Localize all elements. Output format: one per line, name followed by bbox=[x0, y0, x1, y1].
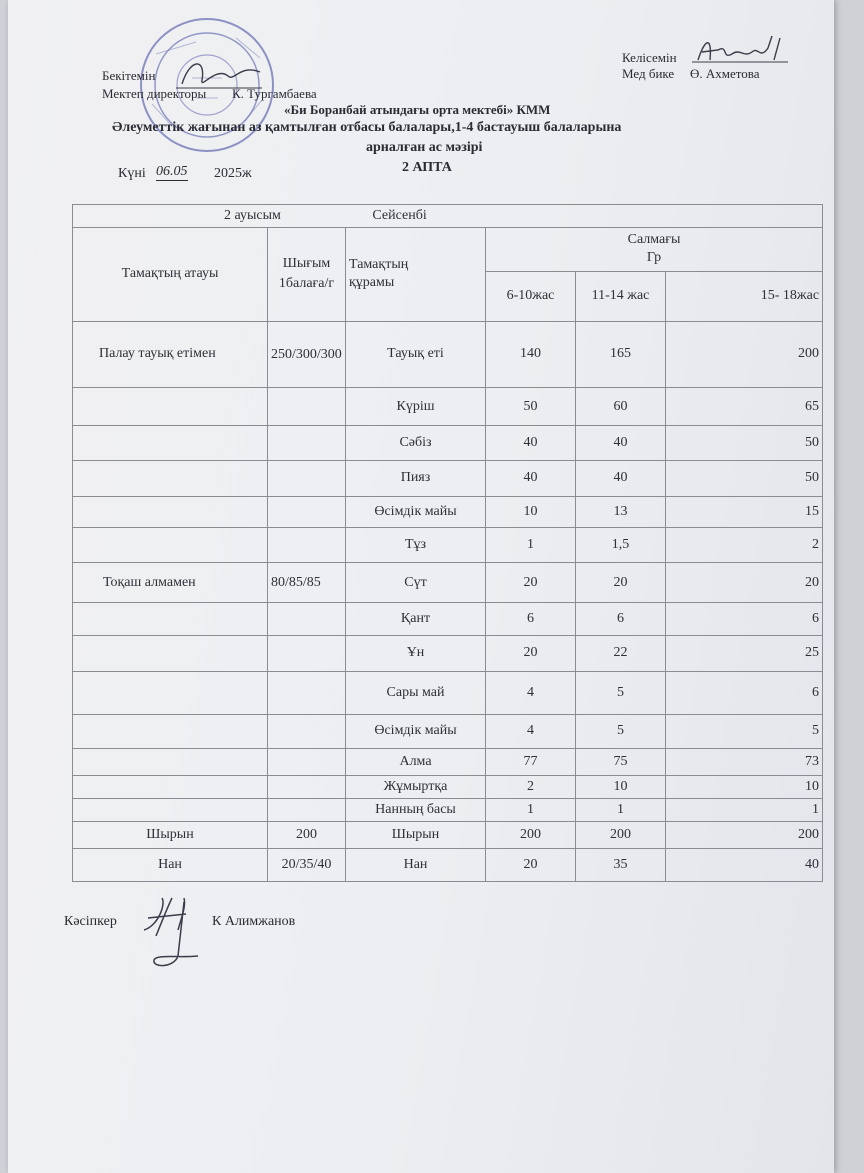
age-group-6-10: 6-10жас bbox=[486, 271, 576, 321]
col-header-composition-2: құрамы bbox=[349, 275, 395, 291]
dish-cell bbox=[73, 425, 268, 460]
table-row bbox=[73, 671, 823, 715]
dish-cell bbox=[73, 461, 268, 496]
table-row bbox=[73, 715, 823, 748]
weight-15-18-cell: 1 bbox=[666, 798, 823, 821]
approve-left-label: Бекітемін bbox=[102, 68, 156, 83]
table-row bbox=[73, 388, 823, 425]
yield-cell bbox=[268, 527, 346, 562]
yield-cell bbox=[268, 496, 346, 527]
table-row bbox=[73, 748, 823, 775]
dish-cell bbox=[73, 798, 268, 821]
header-row-1 bbox=[73, 227, 823, 271]
approve-left-name: К. Тургамбаева bbox=[232, 86, 317, 101]
ingredient-cell: Ұн bbox=[346, 636, 486, 671]
nurse-signature bbox=[688, 34, 798, 66]
dish-cell: Тоқаш алмамен bbox=[73, 563, 268, 603]
weight-15-18-cell: 10 bbox=[666, 775, 823, 798]
weight-11-14-cell: 200 bbox=[576, 821, 666, 848]
day-label: Сейсенбі bbox=[372, 207, 427, 223]
ingredient-cell: Өсімдік майы bbox=[346, 715, 486, 748]
weight-15-18-cell: 2 bbox=[666, 527, 823, 562]
weight-15-18-cell: 25 bbox=[666, 636, 823, 671]
weight-6-10-cell: 20 bbox=[486, 848, 576, 881]
ingredient-cell: Сүт bbox=[346, 563, 486, 603]
table-row bbox=[73, 461, 823, 496]
weight-11-14-cell: 60 bbox=[576, 388, 666, 425]
weight-15-18-cell: 15 bbox=[666, 496, 823, 527]
weight-11-14-cell: 40 bbox=[576, 425, 666, 460]
ingredient-cell: Нан bbox=[346, 848, 486, 881]
table-row bbox=[73, 821, 823, 848]
col-header-weight-1: Салмағы bbox=[627, 232, 681, 248]
weight-15-18-cell: 6 bbox=[666, 602, 823, 635]
approve-right-name: Ө. Ахметова bbox=[690, 66, 760, 81]
col-header-yield bbox=[268, 227, 346, 321]
yield-cell: 80/85/85 bbox=[268, 563, 346, 603]
weight-6-10-cell: 77 bbox=[486, 748, 576, 775]
table-row bbox=[73, 496, 823, 527]
weight-11-14-cell: 5 bbox=[576, 715, 666, 748]
yield-cell: 200 bbox=[268, 821, 346, 848]
table-row bbox=[73, 321, 823, 388]
date-suffix: 2025ж bbox=[214, 166, 252, 181]
weight-6-10-cell: 1 bbox=[486, 527, 576, 562]
age-group-11-14: 11-14 жас bbox=[576, 271, 666, 321]
yield-cell bbox=[268, 798, 346, 821]
dish-cell bbox=[73, 527, 268, 562]
table-row bbox=[73, 798, 823, 821]
document-sheet bbox=[8, 0, 834, 1173]
shift-day-cell bbox=[73, 205, 823, 228]
weight-6-10-cell: 4 bbox=[486, 715, 576, 748]
school-name: «Би Боранбай атындағы орта мектебі» КММ bbox=[284, 102, 551, 117]
weight-11-14-cell: 6 bbox=[576, 602, 666, 635]
weight-11-14-cell: 5 bbox=[576, 671, 666, 715]
yield-cell bbox=[268, 388, 346, 425]
weight-11-14-cell: 1 bbox=[576, 798, 666, 821]
col-header-composition bbox=[346, 227, 486, 321]
age-group-15-18: 15- 18жас bbox=[666, 271, 823, 321]
entrepreneur-name: К Алимжанов bbox=[212, 914, 296, 929]
weight-11-14-cell: 75 bbox=[576, 748, 666, 775]
yield-cell bbox=[268, 715, 346, 748]
weight-15-18-cell: 65 bbox=[666, 388, 823, 425]
yield-cell bbox=[268, 425, 346, 460]
table-row bbox=[73, 563, 823, 603]
dish-cell: Палау тауық етімен bbox=[73, 321, 268, 388]
table-row bbox=[73, 527, 823, 562]
menu-table bbox=[72, 204, 823, 882]
date-value: 06.05 bbox=[156, 164, 188, 179]
yield-cell bbox=[268, 748, 346, 775]
ingredient-cell: Күріш bbox=[346, 388, 486, 425]
table-row bbox=[73, 636, 823, 671]
week-label: 2 АПТА bbox=[402, 160, 452, 175]
ingredient-cell: Пияз bbox=[346, 461, 486, 496]
dish-cell bbox=[73, 636, 268, 671]
col-header-name: Тамақтың атауы bbox=[73, 227, 268, 321]
shift-label: 2 ауысым bbox=[224, 207, 281, 223]
weight-6-10-cell: 50 bbox=[486, 388, 576, 425]
yield-cell bbox=[268, 671, 346, 715]
table-row bbox=[73, 425, 823, 460]
ingredient-cell: Қант bbox=[346, 602, 486, 635]
weight-15-18-cell: 20 bbox=[666, 563, 823, 603]
ingredient-cell: Сары май bbox=[346, 671, 486, 715]
entrepreneur-label: Кәсіпкер bbox=[64, 914, 117, 929]
weight-11-14-cell: 20 bbox=[576, 563, 666, 603]
ingredient-cell: Тұз bbox=[346, 527, 486, 562]
entrepreneur-signature bbox=[138, 896, 208, 970]
ingredient-cell: Нанның басы bbox=[346, 798, 486, 821]
weight-15-18-cell: 200 bbox=[666, 821, 823, 848]
weight-6-10-cell: 6 bbox=[486, 602, 576, 635]
title-line-1: Әлеуметтік жағынан аз қамтылған отбасы балалары,1-4 бастауыш балаларына bbox=[112, 120, 622, 135]
weight-6-10-cell: 40 bbox=[486, 461, 576, 496]
weight-11-14-cell: 13 bbox=[576, 496, 666, 527]
weight-11-14-cell: 165 bbox=[576, 321, 666, 388]
weight-6-10-cell: 140 bbox=[486, 321, 576, 388]
weight-11-14-cell: 1,5 bbox=[576, 527, 666, 562]
ingredient-cell: Тауық еті bbox=[346, 321, 486, 388]
yield-cell bbox=[268, 636, 346, 671]
dish-cell bbox=[73, 775, 268, 798]
weight-6-10-cell: 200 bbox=[486, 821, 576, 848]
weight-11-14-cell: 10 bbox=[576, 775, 666, 798]
weight-6-10-cell: 1 bbox=[486, 798, 576, 821]
shift-row bbox=[73, 205, 823, 228]
dish-cell bbox=[73, 602, 268, 635]
weight-15-18-cell: 5 bbox=[666, 715, 823, 748]
weight-6-10-cell: 10 bbox=[486, 496, 576, 527]
ingredient-cell: Алма bbox=[346, 748, 486, 775]
weight-6-10-cell: 20 bbox=[486, 636, 576, 671]
weight-11-14-cell: 22 bbox=[576, 636, 666, 671]
dish-cell bbox=[73, 496, 268, 527]
weight-15-18-cell: 6 bbox=[666, 671, 823, 715]
col-header-weight-2: Гр bbox=[646, 250, 662, 266]
yield-cell bbox=[268, 602, 346, 635]
dish-cell bbox=[73, 671, 268, 715]
dish-cell: Шырын bbox=[73, 821, 268, 848]
weight-6-10-cell: 20 bbox=[486, 563, 576, 603]
weight-6-10-cell: 4 bbox=[486, 671, 576, 715]
ingredient-cell: Өсімдік майы bbox=[346, 496, 486, 527]
yield-cell bbox=[268, 461, 346, 496]
col-header-yield-2: 1балаға/г bbox=[278, 276, 335, 292]
title-line-2: арналған ас мәзірі bbox=[366, 140, 483, 155]
weight-11-14-cell: 40 bbox=[576, 461, 666, 496]
dish-cell bbox=[73, 715, 268, 748]
ingredient-cell: Сәбіз bbox=[346, 425, 486, 460]
dish-cell bbox=[73, 748, 268, 775]
col-header-yield-1: Шығым bbox=[282, 256, 331, 272]
menu-rows bbox=[73, 321, 823, 881]
approve-right-label: Келісемін bbox=[622, 50, 677, 65]
weight-15-18-cell: 200 bbox=[666, 321, 823, 388]
approve-left-role: Мектеп директоры bbox=[102, 86, 207, 101]
weight-15-18-cell: 50 bbox=[666, 461, 823, 496]
table-row bbox=[73, 848, 823, 881]
col-header-composition-1: Тамақтың bbox=[349, 257, 409, 273]
weight-15-18-cell: 40 bbox=[666, 848, 823, 881]
approve-right-role: Мед бике bbox=[622, 66, 675, 81]
ingredient-cell: Жұмыртқа bbox=[346, 775, 486, 798]
date-label: Күні bbox=[118, 166, 146, 181]
weight-11-14-cell: 35 bbox=[576, 848, 666, 881]
dish-cell bbox=[73, 388, 268, 425]
weight-15-18-cell: 73 bbox=[666, 748, 823, 775]
weight-6-10-cell: 40 bbox=[486, 425, 576, 460]
weight-6-10-cell: 2 bbox=[486, 775, 576, 798]
weight-15-18-cell: 50 bbox=[666, 425, 823, 460]
yield-cell: 250/300/300 bbox=[268, 321, 346, 388]
dish-cell: Нан bbox=[73, 848, 268, 881]
table-row bbox=[73, 775, 823, 798]
table-row bbox=[73, 602, 823, 635]
yield-cell: 20/35/40 bbox=[268, 848, 346, 881]
ingredient-cell: Шырын bbox=[346, 821, 486, 848]
yield-cell bbox=[268, 775, 346, 798]
col-header-weight bbox=[486, 227, 823, 271]
